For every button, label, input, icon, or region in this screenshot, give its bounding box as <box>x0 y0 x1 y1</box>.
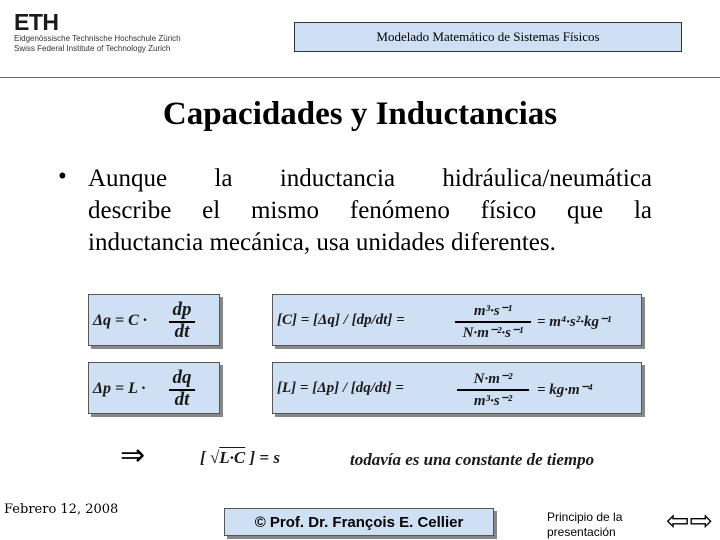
sqrt-icon: √ <box>209 448 220 467</box>
inductance-equation-box <box>88 362 220 414</box>
author-credit: © Prof. Dr. François E. Cellier <box>254 513 464 531</box>
inductance-units-left: [L] = [Δp] / [dq/dt] = <box>277 380 404 396</box>
course-title: Modelado Matemático de Sistemas Físicos <box>376 29 600 44</box>
eth-logo-text: ETH <box>14 9 59 35</box>
capacitance-numerator: dp <box>172 299 192 320</box>
inductance-units-box <box>272 362 642 414</box>
capacitance-units-left: [C] = [Δq] / [dp/dt] = <box>277 312 405 328</box>
author-box <box>224 508 494 536</box>
eth-logo <box>14 10 214 54</box>
sqrt-open-bracket: [ <box>200 448 206 467</box>
time-constant-note: todavía es una constante de tiempo <box>350 450 595 469</box>
paragraph-line-2: describe el mismo fenómeno físico que la <box>88 197 652 224</box>
sqrt-close-bracket: ] = s <box>249 448 280 467</box>
start-of-presentation-link[interactable]: Principio de la presentación <box>547 510 623 539</box>
capacitance-fraction <box>169 299 195 343</box>
capacitance-denominator: dt <box>174 321 190 342</box>
paragraph-line-3: inductancia mecánica, usa unidades diferentes. <box>88 229 556 256</box>
capacitance-units-numerator: m³·s⁻¹ <box>473 303 513 319</box>
capacitance-equation-left: Δq = C · <box>93 312 147 329</box>
inductance-units-fraction <box>457 367 529 411</box>
navigation-arrows-icon[interactable]: ⇦⇨ <box>666 506 713 537</box>
inductance-equation-left: Δp = L · <box>93 380 146 397</box>
sqrt-argument: L·C <box>219 448 246 467</box>
slide-title: Capacidades y Inductancias <box>162 96 558 132</box>
eth-logo-line1: Eidgenössische Technische Hochschule Zürich <box>14 34 181 43</box>
footer-date: Febrero 12, 2008 <box>4 502 119 517</box>
inductance-units-denominator: m³·s⁻² <box>473 393 513 409</box>
bullet-marker: • <box>58 163 67 190</box>
paragraph-line-1: Aunque la inductancia hidráulica/neumática <box>88 165 652 192</box>
capacitance-units-denominator: N·m⁻²·s⁻¹ <box>462 325 524 341</box>
inductance-units-numerator: N·m⁻² <box>473 371 513 387</box>
sqrt-expression <box>200 448 280 468</box>
inductance-numerator: dq <box>172 367 192 388</box>
capacitance-units-box <box>272 294 642 346</box>
header-divider <box>0 77 720 78</box>
inductance-fraction <box>169 367 195 411</box>
inductance-denominator: dt <box>174 389 190 410</box>
capacitance-equation-box <box>88 294 220 346</box>
bullet-paragraph <box>88 163 652 259</box>
eth-logo-line2: Swiss Federal Institute of Technology Zurich <box>14 44 171 53</box>
course-title-box <box>294 22 682 52</box>
inductance-units-result: = kg·m⁻⁴ <box>537 382 593 398</box>
capacitance-units-fraction <box>455 299 531 343</box>
implies-arrow-icon: ⇒ <box>120 439 146 472</box>
capacitance-units-result: = m⁴·s²·kg⁻¹ <box>537 314 612 330</box>
